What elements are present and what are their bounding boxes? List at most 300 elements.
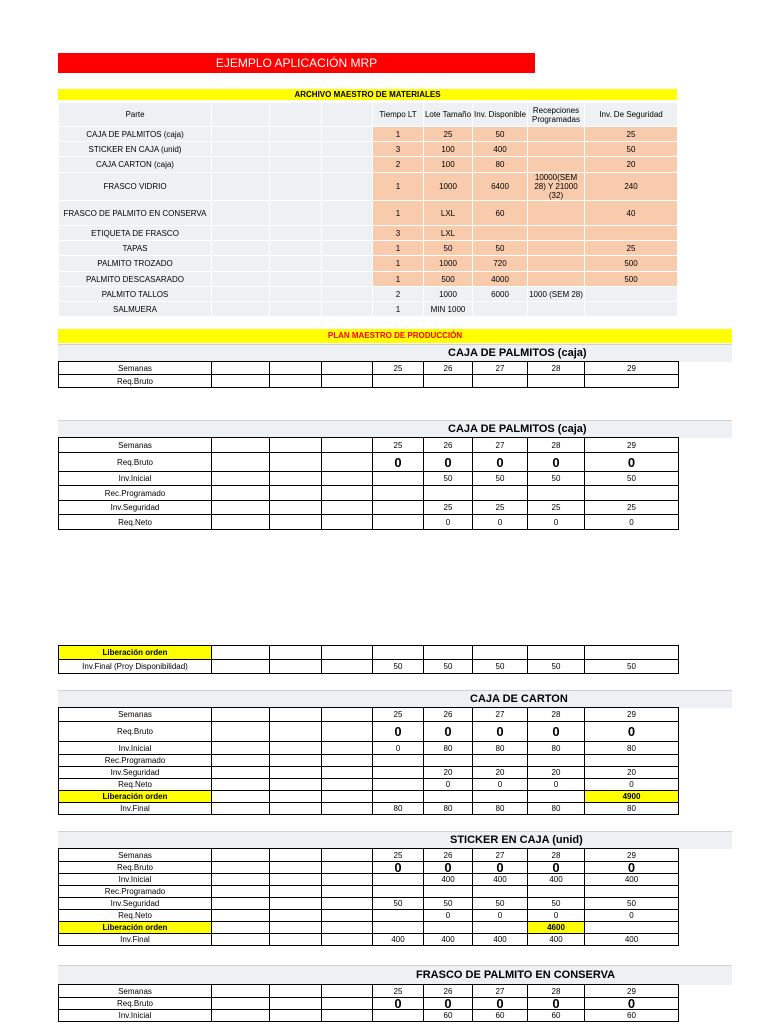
row-label: Req.Bruto	[59, 722, 212, 742]
part-name: PALMITO TROZADO	[59, 256, 212, 272]
value-cell	[473, 486, 528, 501]
row-inv-inicial	[59, 1010, 679, 1022]
value-cell: 0	[585, 862, 679, 874]
master-file-header: ARCHIVO MAESTRO DE MATERIALES	[58, 89, 677, 100]
empty-cell	[322, 646, 373, 660]
value-cell: 4900	[585, 791, 679, 803]
empty-cell	[270, 142, 322, 157]
scheduled-receipts	[528, 302, 585, 317]
lead-time: 1	[373, 173, 424, 201]
scheduled-receipts	[528, 127, 585, 142]
lead-time: 1	[373, 127, 424, 142]
value-cell: 27	[473, 985, 528, 998]
value-cell	[585, 922, 679, 934]
value-cell	[424, 486, 473, 501]
empty-cell	[212, 998, 270, 1010]
section-title: CAJA DE PALMITOS (caja)	[448, 423, 587, 435]
empty-cell	[270, 272, 322, 287]
value-cell: 0	[473, 862, 528, 874]
value-cell: 20	[424, 767, 473, 779]
value-cell: 50	[585, 660, 679, 674]
empty-cell	[322, 985, 373, 998]
value-cell: 80	[473, 742, 528, 755]
row-req-neto	[59, 910, 679, 922]
inv-available: 720	[473, 256, 528, 272]
master-row	[59, 142, 678, 157]
row-inv-seguridad	[59, 898, 679, 910]
row-inv-seguridad	[59, 501, 679, 515]
value-cell: 0	[528, 515, 585, 530]
empty-cell	[270, 985, 322, 998]
col-tiempo-lt: Tiempo LT	[373, 103, 424, 127]
empty-cell	[212, 886, 270, 898]
scheduled-receipts	[528, 241, 585, 256]
empty-cell	[322, 127, 373, 142]
row-label: Liberación orden	[59, 791, 212, 803]
value-cell: 29	[585, 708, 679, 722]
master-row	[59, 272, 678, 287]
lot-size: MIN 1000	[424, 302, 473, 317]
value-cell: 28	[528, 849, 585, 862]
mrp-table	[58, 645, 679, 674]
empty-cell	[270, 157, 322, 173]
empty-cell	[212, 173, 270, 201]
empty-cell	[212, 226, 270, 241]
empty-cell	[212, 922, 270, 934]
row-liberacion	[59, 646, 679, 660]
row-inv-inicial	[59, 472, 679, 486]
value-cell: 26	[424, 708, 473, 722]
part-name: ETIQUETA DE FRASCO	[59, 226, 212, 241]
row-req-bruto	[59, 453, 679, 472]
value-cell: 80	[424, 742, 473, 755]
value-cell	[424, 646, 473, 660]
row-label: Req.Neto	[59, 779, 212, 791]
value-cell: 0	[424, 910, 473, 922]
value-cell: 20	[528, 767, 585, 779]
empty-cell	[322, 438, 373, 453]
empty-cell	[270, 501, 322, 515]
lead-time: 2	[373, 157, 424, 173]
row-label: Semanas	[59, 362, 212, 375]
empty-cell	[270, 472, 322, 486]
empty-cell	[322, 142, 373, 157]
empty-cell	[322, 515, 373, 530]
value-cell: 400	[473, 934, 528, 946]
inv-available	[473, 226, 528, 241]
empty-cell	[270, 767, 322, 779]
row-liberacion	[59, 922, 679, 934]
value-cell: 50	[424, 660, 473, 674]
value-cell	[373, 874, 424, 886]
row-label: Req.Bruto	[59, 862, 212, 874]
master-row	[59, 256, 678, 272]
plan-title: CAJA DE PALMITOS (caja)	[448, 347, 587, 359]
empty-cell	[212, 453, 270, 472]
mrp-table	[58, 848, 679, 946]
col-parte: Parte	[59, 103, 212, 127]
value-cell: 400	[373, 934, 424, 946]
empty-cell	[212, 486, 270, 501]
value-cell: 50	[585, 898, 679, 910]
empty-cell	[270, 849, 322, 862]
value-cell: 60	[528, 1010, 585, 1022]
value-cell	[373, 1010, 424, 1022]
empty-cell	[322, 1010, 373, 1022]
row-rec-programado	[59, 755, 679, 767]
master-row	[59, 173, 678, 201]
value-cell: 28	[528, 438, 585, 453]
empty-cell	[212, 438, 270, 453]
value-cell: 0	[585, 998, 679, 1010]
value-cell: 400	[528, 874, 585, 886]
empty-cell	[322, 779, 373, 791]
empty-cell	[270, 1010, 322, 1022]
empty-cell	[270, 256, 322, 272]
master-row	[59, 201, 678, 226]
row-label: Rec.Programado	[59, 886, 212, 898]
empty-cell	[212, 127, 270, 142]
value-cell	[585, 486, 679, 501]
empty-cell	[322, 791, 373, 803]
scheduled-receipts	[528, 142, 585, 157]
value-cell: 25	[473, 501, 528, 515]
empty-cell	[322, 803, 373, 815]
empty-cell	[270, 898, 322, 910]
part-name: PALMITO TALLOS	[59, 287, 212, 302]
row-label: Rec.Programado	[59, 755, 212, 767]
value-cell: 400	[585, 874, 679, 886]
empty-cell	[270, 722, 322, 742]
value-cell	[373, 472, 424, 486]
empty-cell	[212, 862, 270, 874]
value-cell: 400	[528, 934, 585, 946]
empty-cell	[322, 742, 373, 755]
row-label: Inv.Inicial	[59, 472, 212, 486]
value-cell: 80	[528, 803, 585, 815]
empty-cell	[270, 438, 322, 453]
row-rec-programado	[59, 886, 679, 898]
inv-available	[473, 302, 528, 317]
scheduled-receipts	[528, 256, 585, 272]
empty-cell	[212, 201, 270, 226]
col-inv-seguridad: Inv. De Seguridad	[585, 103, 678, 127]
empty-cell	[322, 998, 373, 1010]
row-req-neto	[59, 515, 679, 530]
lot-size: LXL	[424, 201, 473, 226]
value-cell: 50	[424, 898, 473, 910]
master-row	[59, 287, 678, 302]
value-cell	[528, 791, 585, 803]
empty-cell	[270, 646, 322, 660]
week-cell: 25	[373, 362, 424, 375]
empty-cell	[212, 241, 270, 256]
empty-cell	[270, 779, 322, 791]
part-name: FRASCO DE PALMITO EN CONSERVA	[59, 201, 212, 226]
value-cell	[373, 767, 424, 779]
empty-cell	[212, 142, 270, 157]
value-cell	[373, 486, 424, 501]
row-semanas	[59, 438, 679, 453]
row-inv-final	[59, 660, 679, 674]
empty-cell	[212, 934, 270, 946]
value-cell	[473, 791, 528, 803]
value-cell	[585, 886, 679, 898]
empty-cell	[212, 742, 270, 755]
row-label: Req.Neto	[59, 515, 212, 530]
empty-cell	[212, 515, 270, 530]
lead-time: 3	[373, 142, 424, 157]
value-cell: 26	[424, 438, 473, 453]
inv-available: 50	[473, 127, 528, 142]
empty-cell	[270, 287, 322, 302]
empty-cell	[270, 742, 322, 755]
empty-cell	[212, 985, 270, 998]
inv-available: 6000	[473, 287, 528, 302]
empty-cell	[270, 886, 322, 898]
empty-cell	[212, 767, 270, 779]
safety-stock: 25	[585, 127, 678, 142]
value-cell: 25	[528, 501, 585, 515]
row-req-neto	[59, 779, 679, 791]
value-cell: 0	[585, 910, 679, 922]
value-cell: 0	[373, 722, 424, 742]
empty-cell	[212, 722, 270, 742]
value-cell: 400	[585, 934, 679, 946]
inv-available: 80	[473, 157, 528, 173]
week-cell: 26	[424, 362, 473, 375]
scheduled-receipts: 1000 (SEM 28)	[528, 287, 585, 302]
master-row	[59, 241, 678, 256]
scheduled-receipts	[528, 201, 585, 226]
value-cell: 0	[473, 779, 528, 791]
value-cell: 50	[373, 660, 424, 674]
empty-cell	[322, 302, 373, 317]
empty-cell	[322, 472, 373, 486]
lead-time: 1	[373, 241, 424, 256]
row-label: Inv.Inicial	[59, 742, 212, 755]
week-cell: 27	[473, 362, 528, 375]
lot-size: 1000	[424, 173, 473, 201]
value-cell	[373, 910, 424, 922]
value-cell	[424, 922, 473, 934]
empty-cell	[270, 910, 322, 922]
safety-stock	[585, 287, 678, 302]
value-cell: 80	[424, 803, 473, 815]
row-label: Req.Bruto	[59, 998, 212, 1010]
empty-cell	[322, 722, 373, 742]
row-liberacion	[59, 791, 679, 803]
row-label: Semanas	[59, 708, 212, 722]
part-name: CAJA DE PALMITOS (caja)	[59, 127, 212, 142]
value-cell: 50	[528, 898, 585, 910]
value-cell	[528, 886, 585, 898]
empty-cell	[270, 934, 322, 946]
value-cell: 80	[585, 742, 679, 755]
empty-cell	[270, 803, 322, 815]
value-cell: 28	[528, 985, 585, 998]
value-cell	[528, 486, 585, 501]
lot-size: LXL	[424, 226, 473, 241]
value-cell: 400	[473, 874, 528, 886]
value-cell	[473, 646, 528, 660]
scheduled-receipts: 10000(SEM 28) Y 21000 (32)	[528, 173, 585, 201]
empty-cell	[322, 862, 373, 874]
value-cell: 0	[473, 998, 528, 1010]
empty-cell	[212, 803, 270, 815]
row-req-bruto	[59, 998, 679, 1010]
row-label: Req.Bruto	[59, 375, 212, 388]
value-cell: 0	[585, 453, 679, 472]
value-cell: 60	[585, 1010, 679, 1022]
value-cell: 0	[528, 998, 585, 1010]
row-req-bruto	[59, 862, 679, 874]
empty-cell	[270, 486, 322, 501]
empty-cell	[212, 646, 270, 660]
empty-cell	[322, 767, 373, 779]
empty-cell	[212, 898, 270, 910]
col-recepciones: Recepciones Programadas	[528, 103, 585, 127]
row-inv-seguridad	[59, 767, 679, 779]
value-cell: 50	[473, 898, 528, 910]
safety-stock: 20	[585, 157, 678, 173]
value-cell: 50	[473, 660, 528, 674]
safety-stock: 500	[585, 272, 678, 287]
value-cell: 25	[424, 501, 473, 515]
empty-cell	[322, 241, 373, 256]
row-label: Inv.Seguridad	[59, 767, 212, 779]
empty-cell	[322, 849, 373, 862]
inv-available: 400	[473, 142, 528, 157]
mrp-table	[58, 984, 679, 1022]
empty-cell	[322, 910, 373, 922]
value-cell: 27	[473, 708, 528, 722]
empty-cell	[322, 486, 373, 501]
value-cell: 27	[473, 849, 528, 862]
lot-size: 1000	[424, 256, 473, 272]
part-name: STICKER EN CAJA (unid)	[59, 142, 212, 157]
value-cell: 29	[585, 985, 679, 998]
row-label: Req.Neto	[59, 910, 212, 922]
empty-cell	[212, 791, 270, 803]
empty-cell	[322, 201, 373, 226]
empty-cell	[322, 660, 373, 674]
empty-cell	[270, 998, 322, 1010]
value-cell	[373, 515, 424, 530]
empty-cell	[270, 302, 322, 317]
row-label: Inv.Seguridad	[59, 501, 212, 515]
row-inv-inicial	[59, 742, 679, 755]
section-title: CAJA DE CARTON	[470, 693, 568, 705]
mrp-table	[58, 707, 679, 815]
empty-cell	[212, 501, 270, 515]
empty-cell	[322, 287, 373, 302]
value-cell	[373, 791, 424, 803]
empty-cell	[270, 453, 322, 472]
col-inv-disponible: Inv. Disponible	[473, 103, 528, 127]
empty-cell	[212, 874, 270, 886]
row-label: Inv.Final	[59, 803, 212, 815]
value-cell	[373, 886, 424, 898]
empty-cell	[212, 472, 270, 486]
master-row	[59, 226, 678, 241]
row-label: Inv.Final (Proy Disponibilidad)	[59, 660, 212, 674]
master-file-table	[58, 102, 678, 317]
value-cell: 0	[585, 722, 679, 742]
inv-available: 6400	[473, 173, 528, 201]
row-label: Inv.Seguridad	[59, 898, 212, 910]
safety-stock: 240	[585, 173, 678, 201]
value-cell	[373, 922, 424, 934]
row-label: Inv.Final	[59, 934, 212, 946]
empty-cell	[322, 226, 373, 241]
week-cell: 28	[528, 362, 585, 375]
empty-cell	[212, 755, 270, 767]
empty-cell	[212, 1010, 270, 1022]
value-cell: 0	[473, 910, 528, 922]
value-cell: 0	[424, 722, 473, 742]
scheduled-receipts	[528, 226, 585, 241]
section-title-bar	[58, 965, 732, 985]
row-inv-inicial	[59, 874, 679, 886]
week-cell: 29	[585, 362, 679, 375]
empty-cell	[212, 708, 270, 722]
value-cell: 20	[473, 767, 528, 779]
lead-time: 1	[373, 302, 424, 317]
empty-cell	[322, 898, 373, 910]
safety-stock	[585, 226, 678, 241]
empty-cell	[270, 127, 322, 142]
empty-cell	[270, 515, 322, 530]
col-lote-tamano: Lote Tamaño	[424, 103, 473, 127]
master-row	[59, 127, 678, 142]
master-row	[59, 302, 678, 317]
row-inv-final	[59, 803, 679, 815]
safety-stock: 50	[585, 142, 678, 157]
row-label: Inv.Inicial	[59, 1010, 212, 1022]
row-req-bruto	[59, 722, 679, 742]
lead-time: 2	[373, 287, 424, 302]
empty-cell	[212, 272, 270, 287]
value-cell	[373, 646, 424, 660]
section-title: FRASCO DE PALMITO EN CONSERVA	[416, 969, 616, 981]
value-cell: 25	[373, 985, 424, 998]
value-cell: 25	[585, 501, 679, 515]
value-cell: 0	[424, 453, 473, 472]
row-label: Liberación orden	[59, 922, 212, 934]
value-cell: 0	[373, 453, 424, 472]
value-cell: 0	[373, 742, 424, 755]
empty-cell	[212, 157, 270, 173]
lead-time: 3	[373, 226, 424, 241]
empty-cell	[212, 287, 270, 302]
value-cell: 400	[424, 934, 473, 946]
section-title-bar	[58, 831, 732, 849]
empty-cell	[270, 791, 322, 803]
value-cell: 0	[473, 722, 528, 742]
row-inv-final	[59, 934, 679, 946]
part-name: TAPAS	[59, 241, 212, 256]
row-label: Inv.Inicial	[59, 874, 212, 886]
section-title-bar	[58, 690, 732, 708]
value-cell: 29	[585, 438, 679, 453]
scheduled-receipts	[528, 157, 585, 173]
value-cell	[373, 755, 424, 767]
plan-maestro-table	[58, 361, 679, 388]
mrp-table	[58, 437, 679, 530]
row-semanas	[59, 985, 679, 998]
empty-cell	[270, 922, 322, 934]
